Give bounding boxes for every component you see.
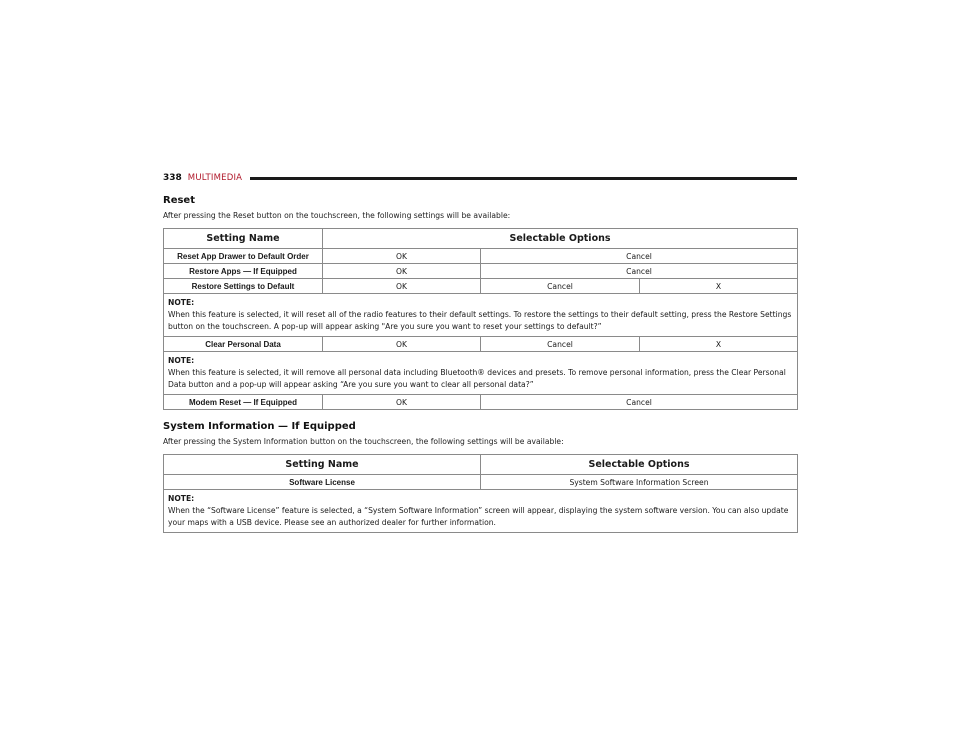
- reset-intro: After pressing the Reset button on the touchscreen, the following settings will be available:: [163, 211, 511, 220]
- page-number: 338: [163, 173, 182, 183]
- note-row: [164, 490, 798, 533]
- option-cell: Cancel: [481, 264, 798, 279]
- sysinfo-table: [163, 454, 798, 533]
- note-label: NOTE:: [168, 298, 195, 307]
- header-rule: [250, 177, 797, 180]
- col-setting-name: Setting Name: [164, 455, 481, 475]
- option-cell: Cancel: [481, 337, 640, 352]
- setting-name: Software License: [164, 475, 481, 490]
- option-cell: OK: [323, 279, 481, 294]
- note-text: When this feature is selected, it will remove all personal data including Bluetooth® devices and presets. To remove personal information, press the Clear Personal Data button and a pop-up will appear asking “Are you sure you want to clear all personal data?”: [168, 368, 786, 389]
- note-label: NOTE:: [168, 356, 195, 365]
- sysinfo-heading: System Information — If Equipped: [163, 421, 356, 432]
- reset-table: [163, 228, 798, 410]
- sysinfo-table-header: [164, 455, 798, 475]
- reset-table-header: [164, 229, 798, 249]
- note-label: NOTE:: [168, 494, 195, 503]
- setting-name: Restore Settings to Default: [164, 279, 323, 294]
- note-cell: [164, 352, 798, 395]
- option-cell: System Software Information Screen: [481, 475, 798, 490]
- option-cell: X: [640, 279, 798, 294]
- option-cell: Cancel: [481, 395, 798, 410]
- table-row: [164, 337, 798, 352]
- option-cell: OK: [323, 264, 481, 279]
- note-row: [164, 352, 798, 395]
- option-cell: X: [640, 337, 798, 352]
- option-cell: Cancel: [481, 249, 798, 264]
- col-setting-name: Setting Name: [164, 229, 323, 249]
- page-header: [163, 171, 797, 185]
- note-cell: [164, 490, 798, 533]
- table-row: [164, 264, 798, 279]
- reset-heading: Reset: [163, 195, 195, 206]
- note-text: When the “Software License” feature is selected, a “System Software Information” screen will appear, displaying the system software version. You can also update your maps with a USB device. Please see an authorized dealer for further information.: [168, 506, 789, 527]
- sysinfo-intro: After pressing the System Information button on the touchscreen, the following settings will be available:: [163, 437, 564, 446]
- option-cell: OK: [323, 337, 481, 352]
- option-cell: OK: [323, 249, 481, 264]
- setting-name: Restore Apps — If Equipped: [164, 264, 323, 279]
- section-name: MULTIMEDIA: [187, 173, 243, 183]
- setting-name: Modem Reset — If Equipped: [164, 395, 323, 410]
- setting-name: Clear Personal Data: [164, 337, 323, 352]
- table-row: [164, 475, 798, 490]
- table-row: [164, 279, 798, 294]
- option-cell: OK: [323, 395, 481, 410]
- col-selectable-options: Selectable Options: [323, 229, 798, 249]
- note-row: [164, 294, 798, 337]
- col-selectable-options: Selectable Options: [481, 455, 798, 475]
- table-row: [164, 249, 798, 264]
- note-text: When this feature is selected, it will reset all of the radio features to their default settings. To restore the settings to their default setting, press the Restore Settings button on the touchscreen. A pop-up will appear asking "Are you sure you want to reset your settings to default?”: [168, 310, 792, 331]
- setting-name: Reset App Drawer to Default Order: [164, 249, 323, 264]
- note-cell: [164, 294, 798, 337]
- option-cell: Cancel: [481, 279, 640, 294]
- table-row: [164, 395, 798, 410]
